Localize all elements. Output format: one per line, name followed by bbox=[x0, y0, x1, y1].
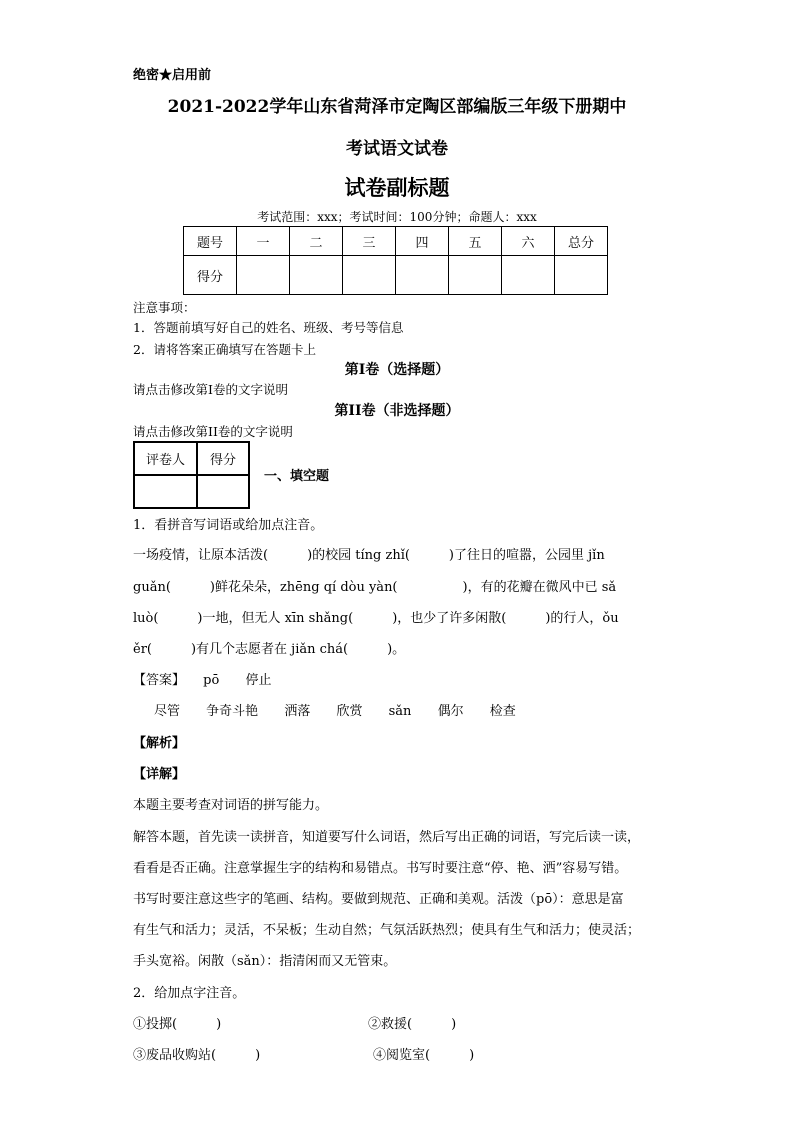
question-2-item: ④阅览室( ) bbox=[373, 1048, 475, 1063]
score-header-cell: 总分 bbox=[555, 227, 608, 256]
answer-word: 停止 bbox=[245, 673, 272, 688]
answer-word: pō bbox=[203, 673, 220, 688]
question-1-line: 一场疫情，让原本活泼( )的校园 tíng zhǐ( )了往日的喧嚣，公园里 jǐn bbox=[133, 548, 605, 563]
volume1-title: 第I卷（选择题） bbox=[344, 362, 450, 378]
score-input-cell[interactable] bbox=[343, 256, 396, 295]
explanation-line: 看看是否正确。注意掌握生字的结构和易错点。书写时要注意“停、艳、洒”容易写错。 bbox=[133, 861, 628, 876]
answer-word: 欣赏 bbox=[336, 704, 363, 719]
explanation-line: 有生气和活力；灵活，不呆板；生动自然；气氛活跃热烈；使具有生气和活力；使灵活； bbox=[133, 923, 641, 938]
explanation-line: 解答本题，首先读一读拼音，知道要写什么词语，然后写出正确的词语，写完后读一读， bbox=[133, 830, 641, 845]
section-title: 一、填空题 bbox=[264, 469, 330, 484]
score-header-cell: 一 bbox=[237, 227, 290, 256]
question-2-item: ②救援( ) bbox=[368, 1017, 457, 1032]
question-1-stem: 1．看拼音写词语或给加点注音。 bbox=[133, 518, 324, 533]
score-input-cell[interactable] bbox=[290, 256, 343, 295]
analysis-label: 【解析】 bbox=[133, 736, 186, 751]
answer-word: 争奇斗艳 bbox=[206, 704, 259, 719]
score-row-label: 得分 bbox=[184, 256, 237, 295]
question-1-line: ěr( )有几个志愿者在 jiǎn chá( )。 bbox=[133, 642, 406, 657]
answer-word: 检查 bbox=[489, 704, 516, 719]
answer-word: 尽管 bbox=[154, 704, 181, 719]
answer-row-2 bbox=[154, 700, 538, 719]
question-1-line: guǎn( )鲜花朵朵，zhēng qí dòu yàn( )，有的花瓣在微风中已 sǎ bbox=[133, 580, 617, 595]
detail-label: 【详解】 bbox=[133, 767, 186, 782]
answer-label: 【答案】 bbox=[133, 673, 186, 688]
question-2-item: ③废品收购站( ) bbox=[133, 1048, 261, 1063]
score-header-cell: 二 bbox=[290, 227, 343, 256]
score-input-cell[interactable] bbox=[449, 256, 502, 295]
explanation-line: 手头宽裕。闲散（sǎn）：指清闲而又无管束。 bbox=[133, 954, 397, 969]
grader-input-cell[interactable] bbox=[134, 475, 197, 508]
grader-score-input-cell[interactable] bbox=[197, 475, 249, 508]
exam-subtitle: 试卷副标题 bbox=[344, 175, 450, 200]
score-header-cell: 三 bbox=[343, 227, 396, 256]
score-input-cell[interactable] bbox=[502, 256, 555, 295]
exam-title-line1: 2021-2022学年山东省菏泽市定陶区部编版三年级下册期中 bbox=[167, 97, 627, 117]
volume2-description[interactable]: 请点击修改第II卷的文字说明 bbox=[133, 424, 293, 439]
question-2-stem: 2．给加点字注音。 bbox=[133, 986, 246, 1001]
notes-heading: 注意事项： bbox=[133, 300, 196, 315]
score-input-cell[interactable] bbox=[555, 256, 608, 295]
question-2-item: ①投掷( ) bbox=[133, 1017, 222, 1032]
explanation-line: 书写时要注意这些字的笔画、结构。要做到规范、正确和美观。活泼（pō）：意思是富 bbox=[133, 892, 624, 907]
confidential-mark: 绝密★启用前 bbox=[133, 68, 212, 83]
volume2-title: 第II卷（非选择题） bbox=[334, 403, 460, 419]
score-input-cell[interactable] bbox=[396, 256, 449, 295]
exam-info: 考试范围：xxx；考试时间：100分钟；命题人：xxx bbox=[257, 210, 537, 224]
grader-label: 评卷人 bbox=[134, 442, 197, 475]
exam-title-line2: 考试语文试卷 bbox=[346, 139, 448, 159]
question-1-line: luò( )一地，但无人 xīn shǎng( )，也少了许多闲散( )的行人，ǒu bbox=[133, 611, 619, 626]
score-header-cell: 五 bbox=[449, 227, 502, 256]
score-input-cell[interactable] bbox=[237, 256, 290, 295]
answer-word: 洒落 bbox=[284, 704, 311, 719]
answer-word: 偶尔 bbox=[437, 704, 464, 719]
volume1-description[interactable]: 请点击修改第I卷的文字说明 bbox=[133, 382, 288, 397]
note-item: 2．请将答案正确填写在答题卡上 bbox=[133, 342, 316, 357]
note-item: 1．答题前填写好自己的姓名、班级、考号等信息 bbox=[133, 320, 404, 335]
score-table bbox=[183, 226, 608, 295]
grader-table bbox=[133, 441, 250, 509]
score-header-cell: 四 bbox=[396, 227, 449, 256]
score-header-cell: 题号 bbox=[184, 227, 237, 256]
grader-score-label: 得分 bbox=[197, 442, 249, 475]
score-header-cell: 六 bbox=[502, 227, 555, 256]
explanation-line: 本题主要考查对词语的拼写能力。 bbox=[133, 798, 329, 813]
answer-row-1 bbox=[133, 669, 293, 688]
answer-word: sǎn bbox=[388, 704, 412, 719]
